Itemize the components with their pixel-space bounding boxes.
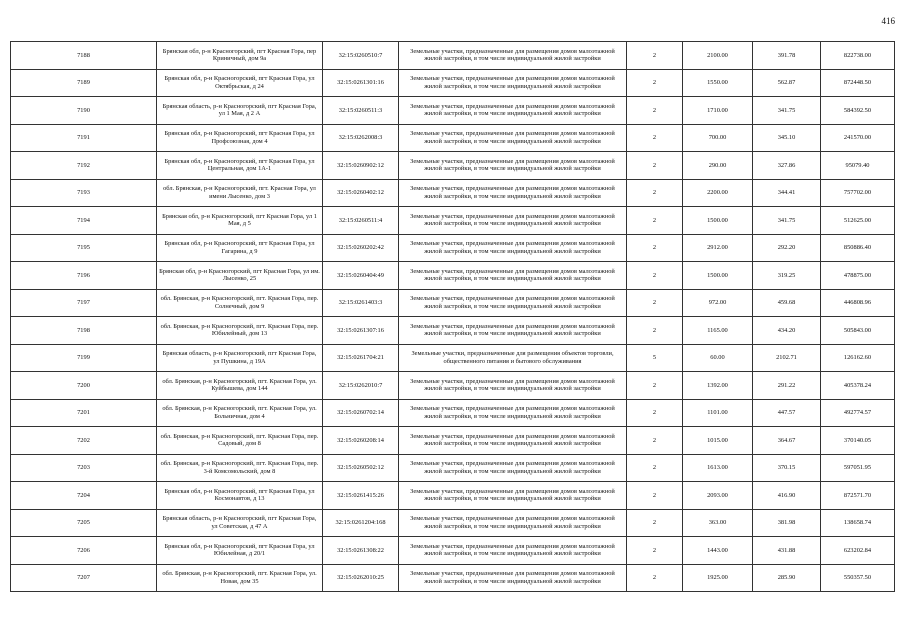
table-row: [11, 317, 895, 345]
cadastral-value-cell: 850886.40: [821, 234, 895, 262]
page-number: 416: [881, 16, 895, 26]
table-row: [11, 399, 895, 427]
group-number-cell: 2: [627, 482, 683, 510]
group-number-cell: 2: [627, 289, 683, 317]
area-cell: 1925.00: [683, 564, 753, 592]
area-cell: 2912.00: [683, 234, 753, 262]
land-use-cell: Земельные участки, предназначенные для размещения домов малоэтажной жилой застройки, в том числе индивидуальной жилой застройки: [399, 427, 627, 455]
address-cell: обл. Брянская, р-н Красногорский, пгт. Красная Гора, пер. Юбилейный, дом 13: [157, 317, 323, 345]
address-cell: обл. Брянская, р-н Красногорский, пгт. Красная Гора, ул. Больничная, дом 4: [157, 399, 323, 427]
area-cell: 2200.00: [683, 179, 753, 207]
area-cell: 2093.00: [683, 482, 753, 510]
address-cell: обл. Брянская, р-н Красногорский, пгт. Красная Гора, ул имени Лысенко, дом 3: [157, 179, 323, 207]
cadastral-value-cell: 597051.95: [821, 454, 895, 482]
specific-value-cell: 344.41: [753, 179, 821, 207]
address-cell: Брянская обл, р-н Красногорский, пгт Красная Гора, ул 1 Мая, д 5: [157, 207, 323, 235]
cadastral-value-cell: 822738.00: [821, 42, 895, 70]
table-row: [11, 207, 895, 235]
cadastral-number-cell: 32:15:0260902:12: [323, 152, 399, 180]
land-use-cell: Земельные участки, предназначенные для размещения домов малоэтажной жилой застройки, в том числе индивидуальной жилой застройки: [399, 564, 627, 592]
specific-value-cell: 370.15: [753, 454, 821, 482]
table-row: [11, 69, 895, 97]
address-cell: обл. Брянская, р-н Красногорский, пгт. Красная Гора, пер. 3-й Комсомольский, дом 8: [157, 454, 323, 482]
row-number: 7205: [11, 509, 157, 537]
land-use-cell: Земельные участки, предназначенные для размещения домов малоэтажной жилой застройки, в том числе индивидуальной жилой застройки: [399, 509, 627, 537]
land-use-cell: Земельные участки, предназначенные для размещения домов малоэтажной жилой застройки, в том числе индивидуальной жилой застройки: [399, 482, 627, 510]
land-use-cell: Земельные участки, предназначенные для размещения объектов торговли, общественного питания и бытового обслуживания: [399, 344, 627, 372]
group-number-cell: 2: [627, 207, 683, 235]
cadastral-number-cell: 32:15:0261308:22: [323, 537, 399, 565]
group-number-cell: 2: [627, 537, 683, 565]
cadastral-value-cell: 505843.00: [821, 317, 895, 345]
specific-value-cell: 292.20: [753, 234, 821, 262]
area-cell: 290.00: [683, 152, 753, 180]
specific-value-cell: 341.75: [753, 97, 821, 125]
address-cell: Брянская обл, р-н Красногорский, пгт Красная Гора, ул Космонавтов, д 13: [157, 482, 323, 510]
address-cell: обл. Брянская, р-н Красногорский, пгт. Красная Гора, пер. Солнечный, дом 9: [157, 289, 323, 317]
row-number: 7197: [11, 289, 157, 317]
cadastral-value-cell: 138658.74: [821, 509, 895, 537]
area-cell: 700.00: [683, 124, 753, 152]
group-number-cell: 2: [627, 97, 683, 125]
land-use-cell: Земельные участки, предназначенные для размещения домов малоэтажной жилой застройки, в том числе индивидуальной жилой застройки: [399, 124, 627, 152]
area-cell: 1500.00: [683, 207, 753, 235]
cadastral-number-cell: 32:15:0261415:26: [323, 482, 399, 510]
cadastral-value-cell: 492774.57: [821, 399, 895, 427]
cadastral-value-cell: 623202.84: [821, 537, 895, 565]
cadastral-number-cell: 32:15:0260502:12: [323, 454, 399, 482]
cadastral-number-cell: 32:15:0260208:14: [323, 427, 399, 455]
address-cell: обл. Брянская, р-н Красногорский, пгт. Красная Гора, ул. Куйбышева, дом 144: [157, 372, 323, 400]
table-row: [11, 262, 895, 290]
area-cell: 1443.00: [683, 537, 753, 565]
cadastral-value-table: [10, 41, 895, 592]
table-row: [11, 454, 895, 482]
row-number: 7207: [11, 564, 157, 592]
land-use-cell: Земельные участки, предназначенные для размещения домов малоэтажной жилой застройки, в том числе индивидуальной жилой застройки: [399, 207, 627, 235]
row-number: 7202: [11, 427, 157, 455]
cadastral-value-cell: 478875.00: [821, 262, 895, 290]
area-cell: 60.00: [683, 344, 753, 372]
address-cell: Брянская область, р-н Красногорский, пгт Красная Гора, ул 1 Мая, д 2 А: [157, 97, 323, 125]
address-cell: Брянская область, р-н Красногорский, пгт Красная Гора, ул Пушкина, д 19А: [157, 344, 323, 372]
address-cell: Брянская обл, р-н Красногорский, пгт Красная Гора, ул Центральная, дом 1А-1: [157, 152, 323, 180]
area-cell: 1500.00: [683, 262, 753, 290]
row-number: 7200: [11, 372, 157, 400]
cadastral-number-cell: 32:15:0260404:49: [323, 262, 399, 290]
land-use-cell: Земельные участки, предназначенные для размещения домов малоэтажной жилой застройки, в том числе индивидуальной жилой застройки: [399, 454, 627, 482]
group-number-cell: 2: [627, 124, 683, 152]
cadastral-value-cell: 126162.60: [821, 344, 895, 372]
table-row: [11, 42, 895, 70]
cadastral-number-cell: 32:15:0261301:16: [323, 69, 399, 97]
row-number: 7189: [11, 69, 157, 97]
group-number-cell: 2: [627, 509, 683, 537]
address-cell: Брянская область, р-н Красногорский, пгт Красная Гора, ул Советская, д 47 А: [157, 509, 323, 537]
area-cell: 1101.00: [683, 399, 753, 427]
cadastral-value-cell: 512625.00: [821, 207, 895, 235]
group-number-cell: 2: [627, 234, 683, 262]
specific-value-cell: 285.90: [753, 564, 821, 592]
row-number: 7206: [11, 537, 157, 565]
row-number: 7190: [11, 97, 157, 125]
address-cell: Брянская обл, р-н Красногорский, пгт Красная Гора, ул им. Лысенко, 25: [157, 262, 323, 290]
table-row: [11, 289, 895, 317]
area-cell: 1550.00: [683, 69, 753, 97]
specific-value-cell: 319.25: [753, 262, 821, 290]
row-number: 7195: [11, 234, 157, 262]
group-number-cell: 2: [627, 427, 683, 455]
cadastral-number-cell: 32:15:0260202:42: [323, 234, 399, 262]
row-number: 7192: [11, 152, 157, 180]
cadastral-value-cell: 405378.24: [821, 372, 895, 400]
land-use-cell: Земельные участки, предназначенные для размещения домов малоэтажной жилой застройки, в том числе индивидуальной жилой застройки: [399, 537, 627, 565]
group-number-cell: 5: [627, 344, 683, 372]
cadastral-value-cell: 446808.96: [821, 289, 895, 317]
specific-value-cell: 291.22: [753, 372, 821, 400]
specific-value-cell: 327.86: [753, 152, 821, 180]
address-cell: обл. Брянская, р-н Красногорский, пгт. Красная Гора, ул. Новая, дом 35: [157, 564, 323, 592]
area-cell: 1613.00: [683, 454, 753, 482]
area-cell: 1710.00: [683, 97, 753, 125]
cadastral-number-cell: 32:15:0261307:16: [323, 317, 399, 345]
area-cell: 363.00: [683, 509, 753, 537]
specific-value-cell: 562.87: [753, 69, 821, 97]
group-number-cell: 2: [627, 152, 683, 180]
table-row: [11, 482, 895, 510]
table-row: [11, 97, 895, 125]
area-cell: 2100.00: [683, 42, 753, 70]
group-number-cell: 2: [627, 564, 683, 592]
group-number-cell: 2: [627, 372, 683, 400]
table-row: [11, 564, 895, 592]
land-use-cell: Земельные участки, предназначенные для размещения домов малоэтажной жилой застройки, в том числе индивидуальной жилой застройки: [399, 69, 627, 97]
table-row: [11, 427, 895, 455]
area-cell: 972.00: [683, 289, 753, 317]
cadastral-value-cell: 584392.50: [821, 97, 895, 125]
group-number-cell: 2: [627, 399, 683, 427]
cadastral-number-cell: 32:15:0261704:21: [323, 344, 399, 372]
table-row: [11, 152, 895, 180]
cadastral-number-cell: 32:15:0262010:25: [323, 564, 399, 592]
group-number-cell: 2: [627, 317, 683, 345]
specific-value-cell: 391.78: [753, 42, 821, 70]
area-cell: 1392.00: [683, 372, 753, 400]
address-cell: Брянская обл, р-н Красногорский, пгт Красная Гора, пер Криничный, дом 9а: [157, 42, 323, 70]
cadastral-number-cell: 32:15:0262008:3: [323, 124, 399, 152]
area-cell: 1165.00: [683, 317, 753, 345]
address-cell: Брянская обл, р-н Красногорский, пгт Красная Гора, ул Юбилейная, д 20/1: [157, 537, 323, 565]
specific-value-cell: 434.20: [753, 317, 821, 345]
table-row: [11, 509, 895, 537]
land-use-cell: Земельные участки, предназначенные для размещения домов малоэтажной жилой застройки, в том числе индивидуальной жилой застройки: [399, 399, 627, 427]
land-use-cell: Земельные участки, предназначенные для размещения домов малоэтажной жилой застройки, в том числе индивидуальной жилой застройки: [399, 97, 627, 125]
row-number: 7191: [11, 124, 157, 152]
specific-value-cell: 381.98: [753, 509, 821, 537]
land-use-cell: Земельные участки, предназначенные для размещения домов малоэтажной жилой застройки, в том числе индивидуальной жилой застройки: [399, 317, 627, 345]
address-cell: Брянская обл, р-н Красногорский, пгт Красная Гора, ул Профсоюзная, дом 4: [157, 124, 323, 152]
specific-value-cell: 345.10: [753, 124, 821, 152]
table-row: [11, 372, 895, 400]
cadastral-number-cell: 32:15:0260511:3: [323, 97, 399, 125]
table-row: [11, 124, 895, 152]
cadastral-value-cell: 550357.50: [821, 564, 895, 592]
cadastral-number-cell: 32:15:0260511:4: [323, 207, 399, 235]
land-use-cell: Земельные участки, предназначенные для размещения домов малоэтажной жилой застройки, в том числе индивидуальной жилой застройки: [399, 372, 627, 400]
row-number: 7199: [11, 344, 157, 372]
address-cell: Брянская обл, р-н Красногорский, пгт Красная Гора, ул Октябрьская, д 24: [157, 69, 323, 97]
specific-value-cell: 364.67: [753, 427, 821, 455]
specific-value-cell: 2102.71: [753, 344, 821, 372]
group-number-cell: 2: [627, 179, 683, 207]
cadastral-value-cell: 95079.40: [821, 152, 895, 180]
land-use-cell: Земельные участки, предназначенные для размещения домов малоэтажной жилой застройки, в том числе индивидуальной жилой застройки: [399, 262, 627, 290]
land-use-cell: Земельные участки, предназначенные для размещения домов малоэтажной жилой застройки, в том числе индивидуальной жилой застройки: [399, 234, 627, 262]
row-number: 7203: [11, 454, 157, 482]
group-number-cell: 2: [627, 454, 683, 482]
area-cell: 1015.00: [683, 427, 753, 455]
row-number: 7196: [11, 262, 157, 290]
table-row: [11, 344, 895, 372]
cadastral-number-cell: 32:15:0261403:3: [323, 289, 399, 317]
cadastral-value-cell: 872448.50: [821, 69, 895, 97]
group-number-cell: 2: [627, 69, 683, 97]
row-number: 7198: [11, 317, 157, 345]
row-number: 7188: [11, 42, 157, 70]
land-use-cell: Земельные участки, предназначенные для размещения домов малоэтажной жилой застройки, в том числе индивидуальной жилой застройки: [399, 179, 627, 207]
specific-value-cell: 431.88: [753, 537, 821, 565]
address-cell: Брянская обл, р-н Красногорский, пгт Красная Гора, ул Гагарина, д 9: [157, 234, 323, 262]
row-number: 7201: [11, 399, 157, 427]
specific-value-cell: 447.57: [753, 399, 821, 427]
land-use-cell: Земельные участки, предназначенные для размещения домов малоэтажной жилой застройки, в том числе индивидуальной жилой застройки: [399, 152, 627, 180]
table-row: [11, 179, 895, 207]
cadastral-value-cell: 241570.00: [821, 124, 895, 152]
table-row: [11, 537, 895, 565]
cadastral-value-cell: 757702.00: [821, 179, 895, 207]
address-cell: обл. Брянская, р-н Красногорский, пгт. Красная Гора, пер. Садовый, дом 8: [157, 427, 323, 455]
cadastral-number-cell: 32:15:0260510:7: [323, 42, 399, 70]
specific-value-cell: 459.68: [753, 289, 821, 317]
row-number: 7194: [11, 207, 157, 235]
land-use-cell: Земельные участки, предназначенные для размещения домов малоэтажной жилой застройки, в том числе индивидуальной жилой застройки: [399, 42, 627, 70]
cadastral-value-cell: 370140.05: [821, 427, 895, 455]
specific-value-cell: 416.90: [753, 482, 821, 510]
cadastral-number-cell: 32:15:0260702:14: [323, 399, 399, 427]
cadastral-number-cell: 32:15:0262010:7: [323, 372, 399, 400]
table-row: [11, 234, 895, 262]
row-number: 7204: [11, 482, 157, 510]
cadastral-value-cell: 872571.70: [821, 482, 895, 510]
cadastral-number-cell: 32:15:0261204:168: [323, 509, 399, 537]
group-number-cell: 2: [627, 42, 683, 70]
group-number-cell: 2: [627, 262, 683, 290]
land-use-cell: Земельные участки, предназначенные для размещения домов малоэтажной жилой застройки, в том числе индивидуальной жилой застройки: [399, 289, 627, 317]
cadastral-number-cell: 32:15:0260402:12: [323, 179, 399, 207]
row-number: 7193: [11, 179, 157, 207]
specific-value-cell: 341.75: [753, 207, 821, 235]
